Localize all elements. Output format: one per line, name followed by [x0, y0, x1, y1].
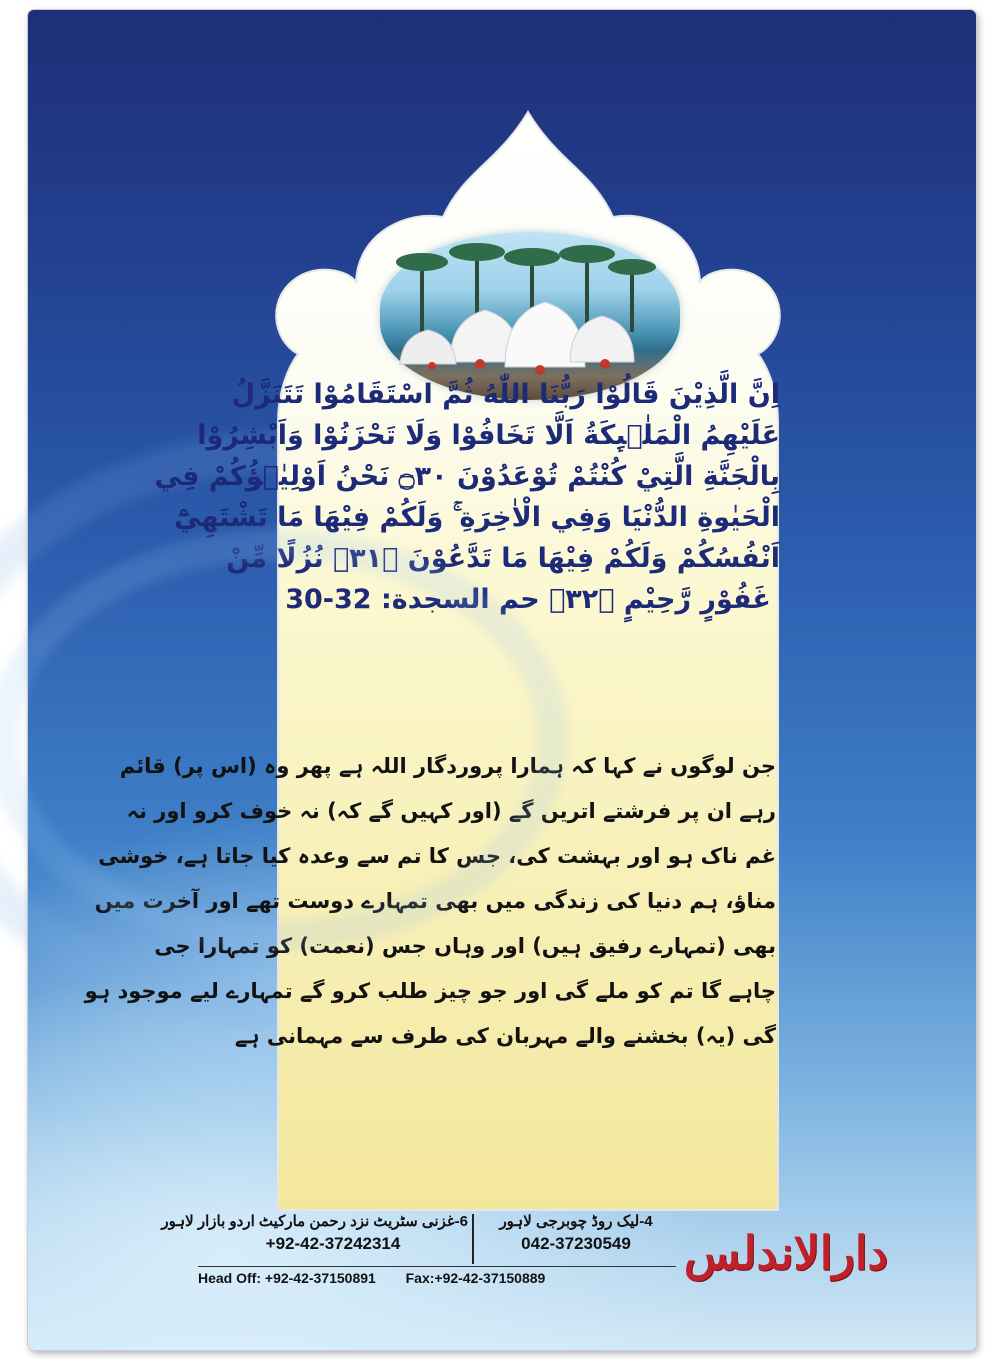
address-block-1	[476, 1212, 676, 1254]
phone-2: +92-42-37242314	[265, 1234, 401, 1253]
translation-line: بھی (تمہارے رفیق ہیں) اور وہاں جس (نعمت) کو تمہارا جی	[154, 934, 776, 958]
fax-number: Fax:+92-42-37150889	[405, 1270, 546, 1286]
address-2: 6-غزنی سٹریٹ نزد رحمن مارکیٹ اردو بازار لاہور	[161, 1213, 468, 1230]
text-panel	[84, 92, 798, 1212]
verse-line: عَلَيْهِمُ الْمَلٰۗىِٕكَةُ اَلَّا تَخَافُوْا وَلَا تَحْزَنُوْا وَاَبْشِرُوْا	[197, 420, 780, 451]
translation-line: گی (یہ) بخشنے والے مہربان کی طرف سے مہمانی ہے	[234, 1024, 776, 1048]
verse-line: اَنْفُسُكُمْ وَلَكُمْ فِيْهَا مَا تَدَّعُوْنَ ۝٣١ۭ نُزُلًا مِّنْ	[226, 543, 780, 574]
head-office-line	[198, 1270, 678, 1286]
publisher-contacts	[161, 1208, 758, 1300]
divider-horizontal	[198, 1266, 676, 1267]
phone-1: 042-37230549	[521, 1234, 631, 1253]
verse-line: الْحَيٰوةِ الدُّنْيَا وَفِي الْاٰخِرَةِ ۚ وَلَكُمْ فِيْهَا مَا تَشْتَهِيْٓ	[174, 502, 780, 533]
publisher-footer	[28, 1208, 976, 1318]
white-domes-icon	[400, 302, 634, 375]
verse-line: غَفُوْرٍ رَّحِيْمٍ ۝٣٢ۧ	[549, 584, 771, 615]
divider-vertical	[472, 1214, 474, 1264]
translation-line: رہے ان پر فرشتے اتریں گے (اور کہیں گے کہ) نہ خوف کرو اور نہ	[126, 799, 776, 823]
translation-line: چاہے گا تم کو ملے گی اور جو چیز طلب کرو گے تمہارے لیے موجود ہو	[84, 979, 776, 1003]
translation-line: غم ناک ہو اور بہشت کی، جس کا تم سے وعدہ کیا جاتا ہے، خوشی	[98, 844, 776, 868]
book-back-cover	[28, 10, 976, 1350]
verse-line: اِنَّ الَّذِيْنَ قَالُوْا رَبُّنَا اللّٰهُ ثُمَّ اسْتَقَامُوْا تَتَنَزَّلُ	[231, 379, 780, 410]
verse-last-line	[276, 579, 780, 620]
verse-reference: حم السجدة: 32-30	[285, 584, 540, 615]
address-block-2	[161, 1212, 468, 1254]
publisher-logo: دارالاندلس	[683, 1226, 888, 1280]
translation-line: مناؤ، ہم دنیا کی زندگی میں بھی تمہارے دوست تھے اور آخرت میں	[94, 889, 776, 913]
address-1: 4-لیک روڈ چوبرجی لاہور	[499, 1213, 653, 1230]
urdu-translation	[84, 744, 776, 1059]
verse-line: بِالْجَنَّةِ الَّتِيْ كُنْتُمْ تُوْعَدُوْنَ ۝٣٠ نَحْنُ اَوْلِيٰۗؤُكُمْ فِي	[154, 461, 780, 492]
head-office-phone: Head Off: +92-42-37150891	[198, 1270, 376, 1286]
translation-line: جن لوگوں نے کہا کہ ہمارا پروردگار اللہ ہے پھر وہ (اس پر) قائم	[119, 754, 776, 778]
quran-verse	[154, 374, 780, 620]
